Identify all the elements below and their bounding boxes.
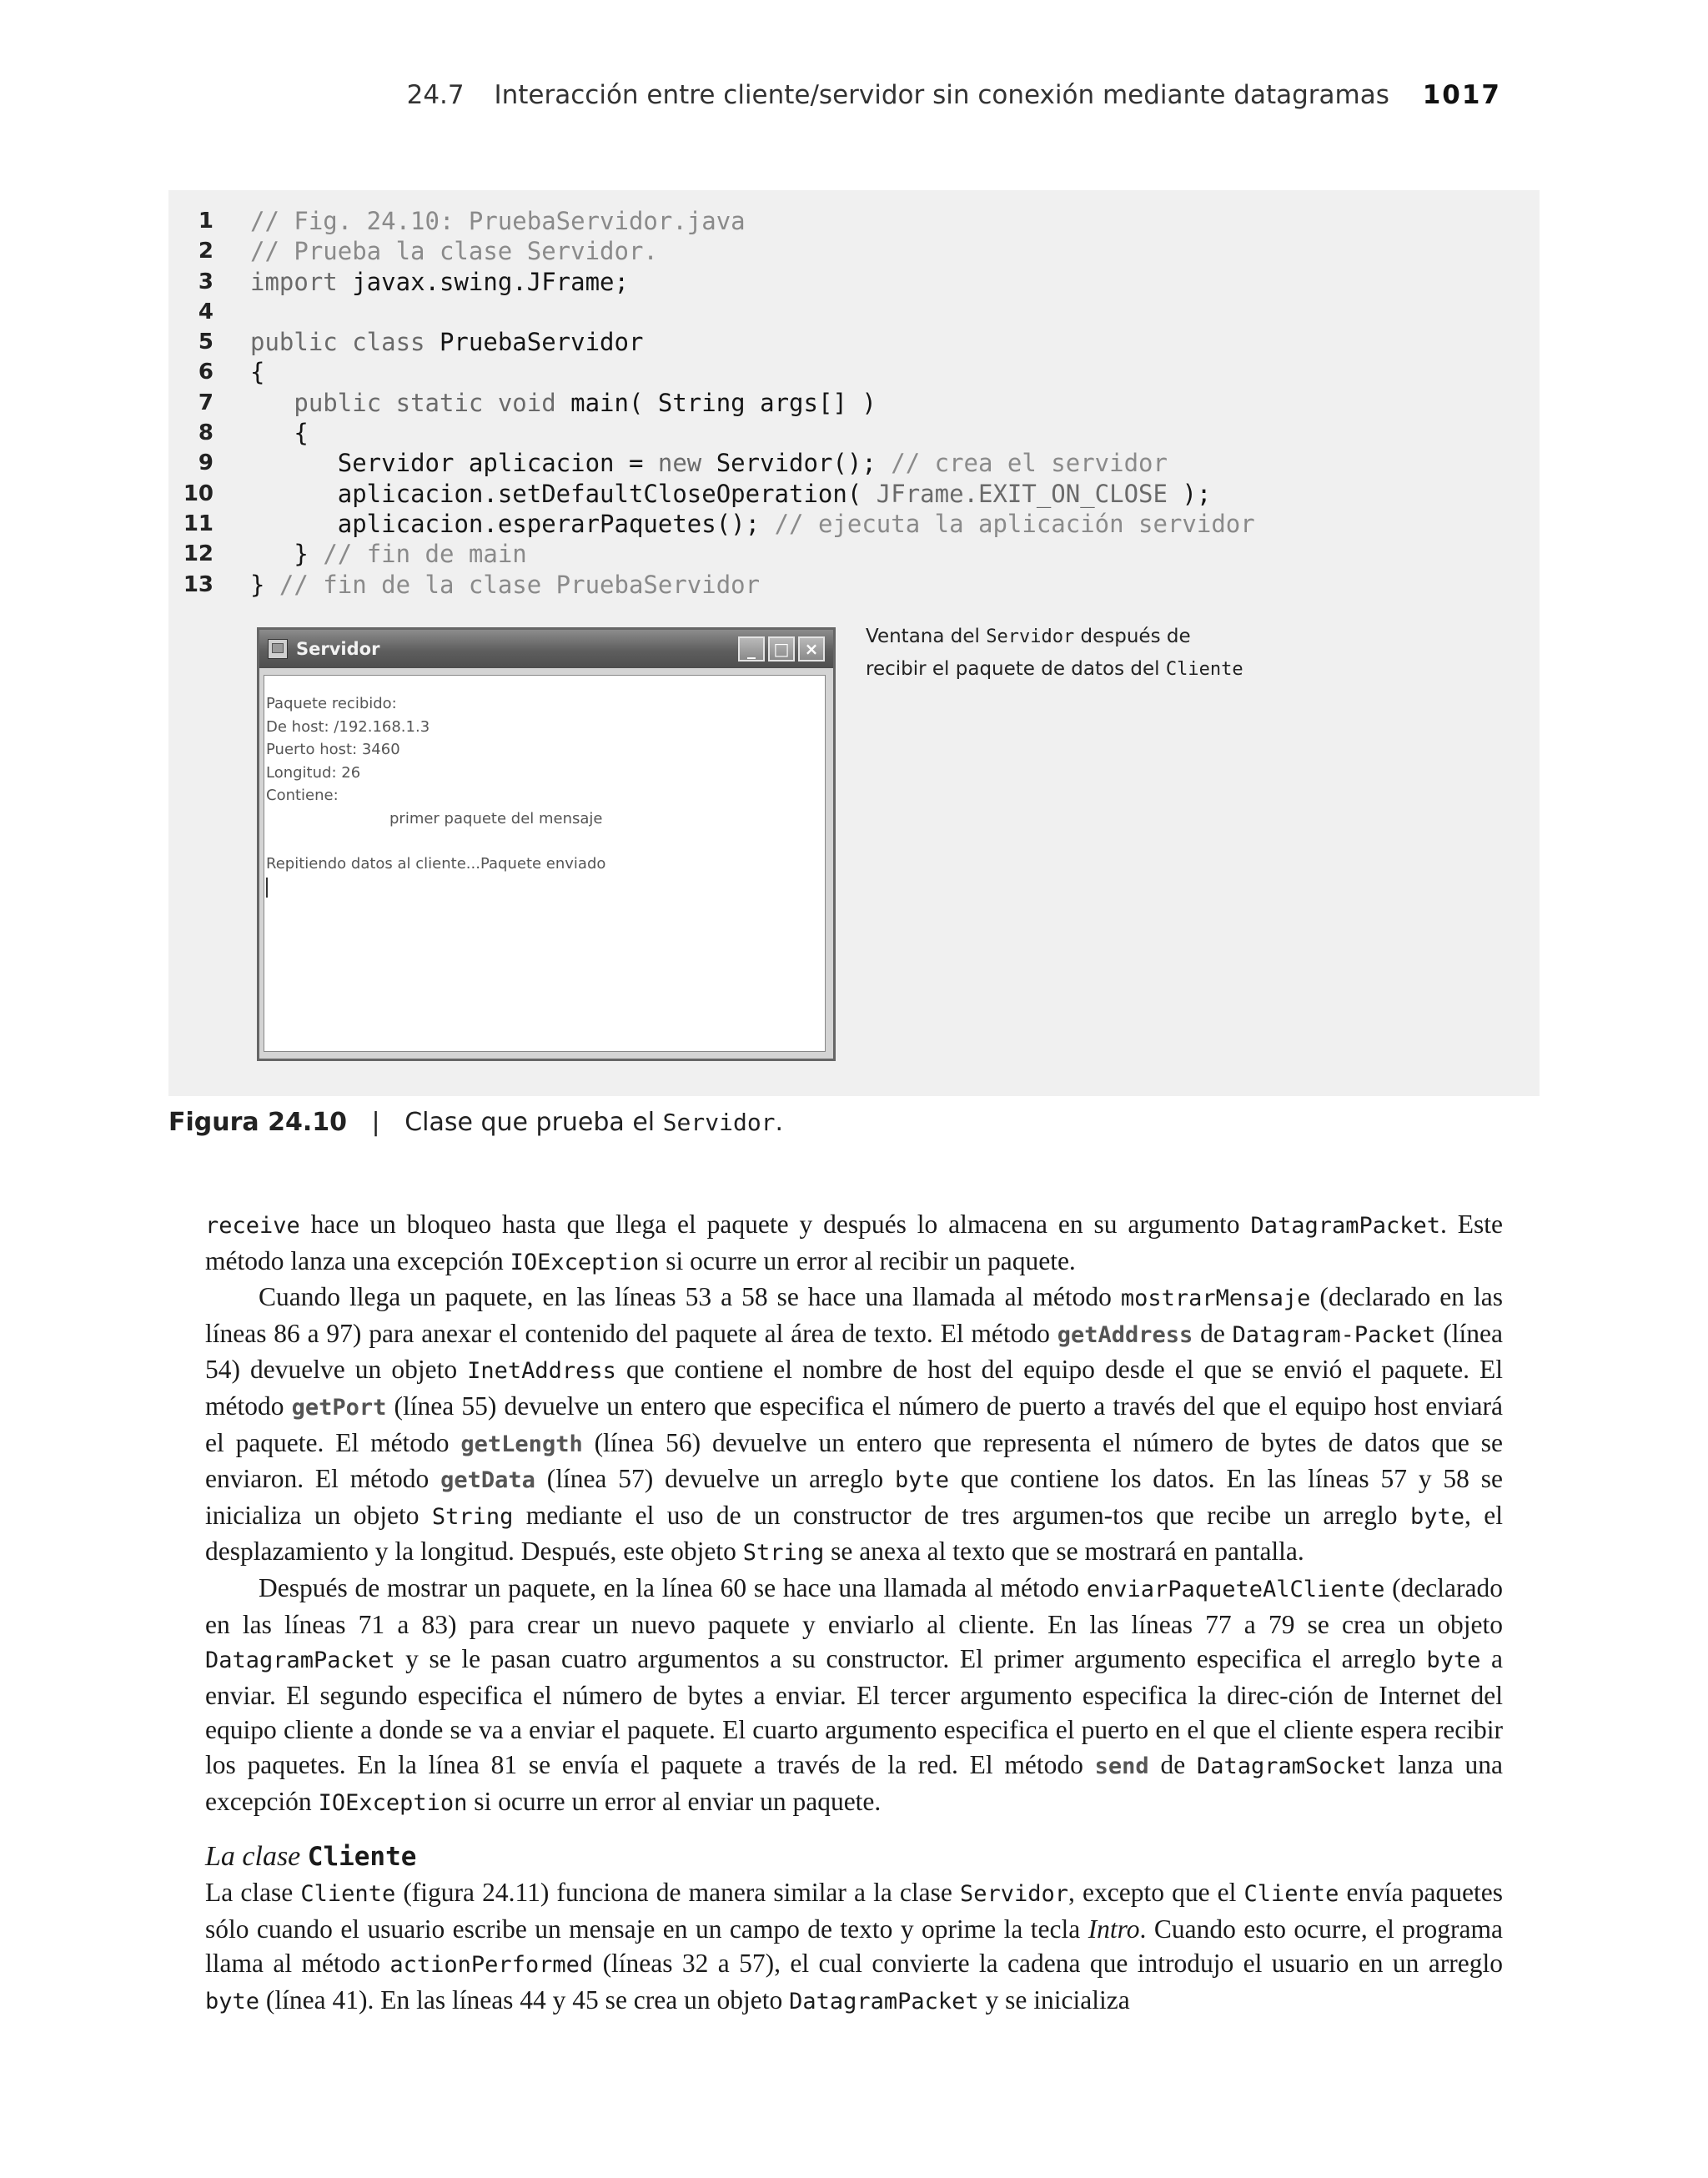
line-number: 4 <box>198 299 214 324</box>
code-indent <box>250 510 338 538</box>
inline-code: InetAddress <box>467 1358 616 1385</box>
code-text <box>250 448 1168 478</box>
text-run: . Este método lanza una excepción <box>205 1210 1504 1275</box>
code-token: Servidor aplicacion = <box>337 449 658 478</box>
inline-code: receive <box>205 1213 300 1239</box>
code-comment: // Fig. 24.10: PruebaServidor.java <box>250 207 746 235</box>
text-run: se anexa al texto que se mostrará en pantalla. <box>824 1537 1304 1567</box>
window-right-edge <box>826 675 833 1059</box>
inline-code: enviarPaqueteAlCliente <box>1086 1576 1385 1602</box>
text-run: si ocurre un error al recibir un paquete. <box>659 1245 1076 1275</box>
caption-period: . <box>775 1108 784 1137</box>
text-run: (línea 55) devuelve un entero que especifica el número de puerto a través del que el equipo host enviará el paquete. El método <box>205 1391 1503 1457</box>
inline-code: byte <box>205 1988 260 2015</box>
server-output-textarea[interactable] <box>264 675 826 1052</box>
inline-code: DatagramPacket <box>1250 1213 1441 1239</box>
text-run: que contiene el nombre de host del equipo desde el que se envió el paquete. El método <box>205 1355 1504 1421</box>
code-text <box>250 418 309 448</box>
caption-text: Ventana del <box>866 626 987 647</box>
inline-code: DatagramSocket <box>1196 1753 1387 1779</box>
inline-code: byte <box>894 1467 950 1494</box>
code-comment: // crea el servidor <box>891 449 1168 478</box>
inline-code-bold: send <box>1094 1753 1149 1779</box>
code-comment: // ejecuta la aplicación servidor <box>774 509 1255 538</box>
inline-code: byte <box>1426 1647 1481 1674</box>
section-title: Interacción entre cliente/servidor sin conexión mediante datagramas <box>494 80 1389 110</box>
inline-code-bold: getPort <box>291 1394 387 1421</box>
text-caret <box>266 878 268 898</box>
inline-code: String <box>742 1540 825 1567</box>
text-run: (línea 41). En las líneas 44 y 45 se crea un objeto <box>259 1984 790 2015</box>
figure-caption-text: Clase que prueba el <box>404 1108 663 1137</box>
code-token: aplicacion.esperarPaquetes(); <box>337 509 775 538</box>
line-number: 3 <box>198 269 214 294</box>
code-token: } <box>250 570 279 599</box>
paragraph <box>205 1875 1503 2019</box>
window-titlebar <box>259 630 833 668</box>
code-text <box>250 388 877 418</box>
code-token: { <box>250 358 265 387</box>
text-run: a enviar. El segundo especifica el número de bytes a enviar. El tercer argumento especifica la direc-ción de Internet del equipo cliente a donde se va a enviar el paquete. El cuarto argumento especifica el puerto en el que el cliente espera recibir los paquetes. En la línea 81 se envía el paquete a través de la red. El método <box>205 1644 1503 1779</box>
text-run: (declarado en las líneas 86 a 97) para anexar el contenido del paquete al área de texto. El método <box>205 1282 1503 1348</box>
line-number: 10 <box>183 480 214 506</box>
caption-code: Servidor <box>986 626 1075 647</box>
text-run: (línea 57) devuelve un arreglo <box>535 1464 895 1494</box>
output-line: Paquete recibido: <box>266 695 397 712</box>
code-text <box>250 509 1255 539</box>
inline-code: String <box>431 1503 514 1530</box>
code-text <box>250 479 1211 509</box>
inline-code: Cliente <box>300 1881 396 1908</box>
code-indent <box>250 419 294 447</box>
code-indent <box>250 449 338 477</box>
line-number: 7 <box>198 390 214 415</box>
figure-label: Figura 24.10 <box>168 1108 347 1137</box>
code-line <box>168 236 1255 266</box>
text-run: Después de mostrar un paquete, en la línea 60 se hace una llamada al método <box>259 1572 1087 1602</box>
code-line <box>168 327 1255 357</box>
paragraph <box>205 1280 1503 1571</box>
inline-code-bold: getData <box>440 1467 535 1494</box>
output-blank-line <box>266 830 825 853</box>
line-number: 11 <box>183 511 214 536</box>
text-run: y se inicializa <box>978 1984 1130 2015</box>
code-token: } <box>294 540 324 569</box>
text-run: , el desplazamiento y la longitud. Después, este objeto <box>205 1500 1503 1567</box>
output-message-line: primer paquete del mensaje <box>389 809 603 827</box>
text-run: mediante el uso de un constructor de tres argumen-tos que recibe un arreglo <box>513 1500 1410 1530</box>
code-comment: // Prueba la clase Servidor. <box>250 237 658 266</box>
text-run: (líneas 32 a 57), el cual convierte la cadena que introdujo el usuario en un arreglo <box>593 1949 1504 1979</box>
inline-code: byte <box>1409 1503 1464 1530</box>
code-text <box>250 236 658 266</box>
inline-code: Servidor <box>960 1881 1069 1908</box>
text-run: (figura 24.11) funciona de manera similar a la clase <box>395 1878 960 1908</box>
code-line <box>168 206 1255 236</box>
code-text <box>250 539 527 569</box>
text-run: de <box>1193 1318 1233 1348</box>
code-keyword: public static void <box>294 388 556 417</box>
maximize-button[interactable]: □ <box>768 636 795 661</box>
code-token: ); <box>1167 479 1212 508</box>
server-window <box>257 627 836 1061</box>
paragraph <box>205 1207 1503 1280</box>
close-button[interactable]: × <box>798 636 825 661</box>
code-token: javax.swing.JFrame; <box>337 267 629 296</box>
output-echo-line: Repitiendo datos al cliente...Paquete enviado <box>266 855 606 873</box>
text-run: (declarado en las líneas 71 a 83) para crear un nuevo paquete y enviarlo al cliente. En las líneas 77 a 79 se crea un objeto <box>205 1572 1503 1639</box>
paragraph <box>205 1571 1503 1820</box>
figure-caption-code: Servidor <box>662 1109 776 1136</box>
code-line <box>168 357 1255 387</box>
text-run: Cuando llega un paquete, en las líneas 53 a 58 se hace una llamada al método <box>259 1282 1121 1312</box>
inline-code: IOException <box>510 1249 660 1275</box>
code-token: aplicacion.setDefaultCloseOperation( <box>337 479 877 508</box>
line-number: 8 <box>198 420 214 446</box>
code-line <box>168 418 1255 448</box>
code-line <box>168 509 1255 539</box>
code-line <box>168 297 1255 327</box>
java-app-icon <box>268 639 288 659</box>
text-run: . Cuando esto ocurre, el programa llama al método <box>205 1914 1503 1979</box>
code-line <box>168 570 1255 600</box>
inline-code: DatagramPacket <box>205 1647 395 1674</box>
code-text <box>250 327 643 357</box>
inline-code: Datagram-Packet <box>1232 1321 1436 1348</box>
line-number: 1 <box>198 209 214 234</box>
line-number: 6 <box>198 360 214 385</box>
code-text <box>250 570 760 600</box>
output-line: Contiene: <box>266 787 339 804</box>
window-title: Servidor <box>296 639 380 659</box>
code-indent <box>250 480 338 508</box>
text-run: La clase <box>205 1878 301 1908</box>
output-line: De host: /192.168.1.3 <box>266 717 430 736</box>
running-head <box>407 80 1501 110</box>
inline-code: mostrarMensaje <box>1120 1285 1311 1312</box>
text-run: si ocurre un error al enviar un paquete. <box>467 1786 882 1816</box>
code-listing <box>168 206 1255 600</box>
inline-code: Cliente <box>1243 1881 1339 1908</box>
heading-code: Cliente <box>307 1842 417 1873</box>
line-number: 9 <box>198 450 214 476</box>
caption-text: recibir el paquete de datos del <box>866 658 1166 680</box>
code-comment: // fin de main <box>323 540 527 569</box>
text-run: envía paquetes sólo cuando el usuario escribe un mensaje en un campo de texto y oprime la tecla <box>205 1878 1503 1944</box>
code-text <box>250 206 746 236</box>
inline-code-bold: getAddress <box>1057 1321 1193 1348</box>
code-text <box>250 357 264 387</box>
figure-caption <box>168 1108 783 1137</box>
code-keyword: import <box>250 267 338 296</box>
code-text <box>250 267 629 297</box>
text-run: (línea 56) devuelve un entero que representa el número de bytes de datos que se enviaron. El método <box>205 1427 1503 1494</box>
code-line <box>168 448 1255 478</box>
code-token: main( String args[] ) <box>555 388 877 417</box>
code-line <box>168 388 1255 418</box>
caption-text: después de <box>1074 626 1191 647</box>
code-keyword: public class <box>250 328 425 357</box>
figure-box <box>168 190 1540 1096</box>
section-heading <box>205 1838 1503 1875</box>
code-token: Servidor(); <box>701 449 892 478</box>
page-number: 1017 <box>1422 80 1501 110</box>
inline-code: IOException <box>318 1789 468 1816</box>
code-indent <box>250 540 294 568</box>
code-indent <box>250 389 294 417</box>
code-line <box>168 539 1255 569</box>
code-line <box>168 267 1255 297</box>
inline-code: actionPerformed <box>389 1952 594 1979</box>
code-token: PruebaServidor <box>424 328 644 357</box>
line-number: 2 <box>198 239 214 264</box>
heading-text: La clase <box>205 1841 308 1873</box>
code-keyword: new <box>657 449 702 478</box>
text-run: que contiene los datos. En las líneas 57 y 58 se inicializa un objeto <box>205 1464 1503 1530</box>
window-caption <box>866 621 1243 686</box>
inline-code: DatagramPacket <box>789 1988 979 2015</box>
code-comment: // fin de la clase PruebaServidor <box>279 570 761 599</box>
minimize-button[interactable]: _ <box>738 636 765 661</box>
section-number: 24.7 <box>406 80 465 110</box>
line-number: 12 <box>183 541 214 567</box>
body-text <box>205 1207 1503 2019</box>
caption-code: Cliente <box>1165 659 1243 680</box>
text-run: y se le pasan cuatro argumentos a su constructor. El primer argumento especifica el arreglo <box>394 1644 1427 1674</box>
text-run: (línea 54) devuelve un objeto <box>205 1318 1503 1385</box>
output-line: Puerto host: 3460 <box>266 741 400 758</box>
code-keyword: JFrame.EXIT_ON_CLOSE <box>876 479 1168 508</box>
line-number: 13 <box>183 571 214 597</box>
text-run: , excepto que el <box>1068 1878 1244 1908</box>
line-number: 5 <box>198 329 214 355</box>
text-run: hace un bloqueo hasta que llega el paquete y después lo almacena en su argumento <box>299 1210 1251 1239</box>
code-line <box>168 479 1255 509</box>
code-token: { <box>294 419 309 448</box>
caption-separator: | <box>371 1108 380 1137</box>
text-run: lanza una excepción <box>205 1749 1503 1816</box>
text-run: de <box>1148 1749 1197 1779</box>
inline-code-bold: getLength <box>460 1431 583 1457</box>
italic-text: Intro <box>1088 1914 1140 1944</box>
output-line: Longitud: 26 <box>266 763 361 782</box>
